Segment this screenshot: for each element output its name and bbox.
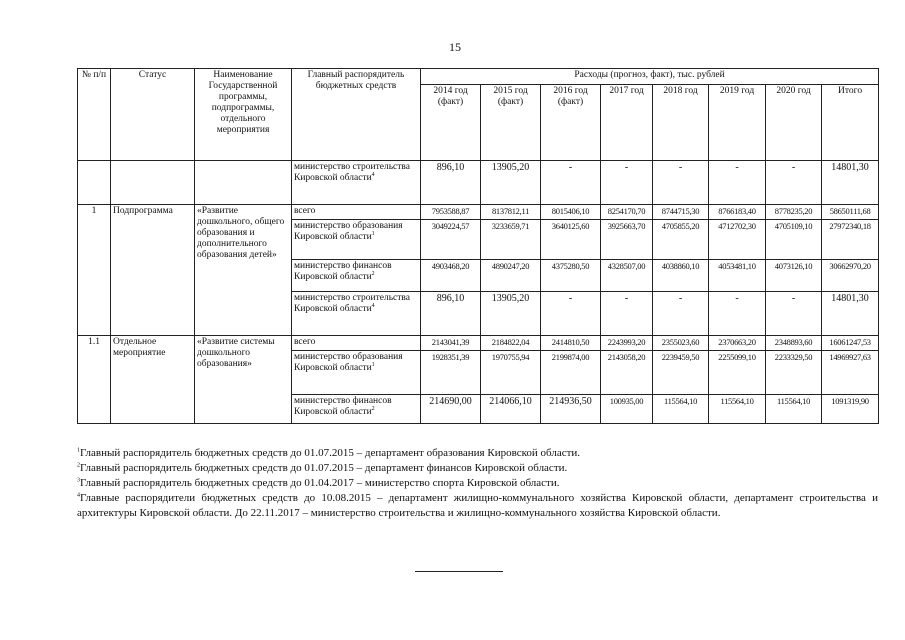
header-distributor: Главный распорядитель бюджетных средств <box>292 69 421 161</box>
cell-value: 2243993,20 <box>601 336 653 351</box>
table-row <box>78 205 879 220</box>
footnote: $^3$Главный распорядитель бюджетных средств до 01.04.2017 – министерство спорта Кировской области. <box>77 477 560 489</box>
cell-status <box>111 161 195 205</box>
cell-value: 8254170,70 <box>601 205 653 220</box>
header-year: 2015 год (факт) <box>481 85 541 161</box>
cell-value: 896,10 <box>421 161 481 205</box>
cell-value: 115564,10 <box>766 395 822 424</box>
cell-value: - <box>653 292 709 336</box>
cell-value: 4705855,20 <box>653 220 709 260</box>
header-year: 2017 год <box>601 85 653 161</box>
cell-value: 4705109,10 <box>766 220 822 260</box>
cell-value: 4712702,30 <box>709 220 766 260</box>
cell-name: «Развитие системы дошкольного образования» <box>195 336 292 424</box>
cell-distributor: министерство образования Кировской области$^1$ <box>292 220 421 260</box>
cell-num: 1 <box>78 205 111 336</box>
footnote: $^1$Главный распорядитель бюджетных средств до 01.07.2015 – департамент образования Кировской области. <box>77 447 581 459</box>
cell-value: 8766183,40 <box>709 205 766 220</box>
cell-value: 14969927,63 <box>822 351 879 395</box>
header-year: 2014 год (факт) <box>421 85 481 161</box>
cell-value: 214690,00 <box>421 395 481 424</box>
header-num: № п/п <box>78 69 111 161</box>
cell-value: 27972340,18 <box>822 220 879 260</box>
cell-value: 100935,00 <box>601 395 653 424</box>
cell-value: 2233329,50 <box>766 351 822 395</box>
cell-distributor: министерство финансов Кировской области$^2$ <box>292 260 421 292</box>
cell-value: - <box>709 292 766 336</box>
cell-value: 1970755,94 <box>481 351 541 395</box>
cell-value: 4038860,10 <box>653 260 709 292</box>
cell-value: - <box>541 292 601 336</box>
header-total: Итого <box>822 85 879 161</box>
cell-value: - <box>601 161 653 205</box>
header-year: 2019 год <box>709 85 766 161</box>
cell-name <box>195 161 292 205</box>
cell-value: 30662970,20 <box>822 260 879 292</box>
cell-distributor: министерство строительства Кировской области$^4$ <box>292 292 421 336</box>
cell-value: - <box>601 292 653 336</box>
footnote: $^2$Главный распорядитель бюджетных средств до 01.07.2015 – департамент финансов Кировской области. <box>77 462 568 474</box>
budget-table <box>77 68 879 424</box>
cell-value: 4073126,10 <box>766 260 822 292</box>
cell-value: 4903468,20 <box>421 260 481 292</box>
cell-value: 3925663,70 <box>601 220 653 260</box>
cell-value: 2199874,00 <box>541 351 601 395</box>
header-year: 2020 год <box>766 85 822 161</box>
cell-value: 115564,10 <box>709 395 766 424</box>
cell-value: 214066,10 <box>481 395 541 424</box>
cell-value: 2143041,39 <box>421 336 481 351</box>
cell-value: 2255099,10 <box>709 351 766 395</box>
cell-value: 896,10 <box>421 292 481 336</box>
cell-num <box>78 161 111 205</box>
cell-value: 1091319,90 <box>822 395 879 424</box>
cell-status: Подпрограмма <box>111 205 195 336</box>
divider <box>415 571 503 572</box>
cell-value: 8744715,30 <box>653 205 709 220</box>
cell-value: 2184822,04 <box>481 336 541 351</box>
cell-distributor: министерство финансов Кировской области$^2$ <box>292 395 421 424</box>
header-year: 2018 год <box>653 85 709 161</box>
cell-status: Отдельное мероприятие <box>111 336 195 424</box>
cell-value: 115564,10 <box>653 395 709 424</box>
cell-value: - <box>541 161 601 205</box>
header-status: Статус <box>111 69 195 161</box>
cell-value: 13905,20 <box>481 161 541 205</box>
header-name: Наименование Государственной программы, подпрограммы, отдельного мероприятия <box>195 69 292 161</box>
table-row <box>78 336 879 351</box>
cell-distributor: министерство образования Кировской области$^1$ <box>292 351 421 395</box>
cell-value: 2348893,60 <box>766 336 822 351</box>
table-row <box>78 161 879 205</box>
cell-value: 4328507,00 <box>601 260 653 292</box>
cell-value: 1928351,39 <box>421 351 481 395</box>
cell-value: 3640125,60 <box>541 220 601 260</box>
cell-distributor: всего <box>292 336 421 351</box>
page-number: 15 <box>449 40 461 54</box>
cell-num: 1.1 <box>78 336 111 424</box>
cell-value: 16061247,53 <box>822 336 879 351</box>
cell-value: 13905,20 <box>481 292 541 336</box>
cell-value: 8137812,11 <box>481 205 541 220</box>
cell-value: 2370663,20 <box>709 336 766 351</box>
footnotes <box>77 446 878 521</box>
cell-value: 4053481,10 <box>709 260 766 292</box>
cell-value: 214936,50 <box>541 395 601 424</box>
header-expenses: Расходы (прогноз, факт), тыс. рублей <box>421 69 879 85</box>
cell-value: - <box>709 161 766 205</box>
cell-value: 14801,30 <box>822 161 879 205</box>
cell-distributor: министерство строительства Кировской области$^4$ <box>292 161 421 205</box>
cell-value: - <box>766 161 822 205</box>
cell-value: 7953588,87 <box>421 205 481 220</box>
cell-value: 8015406,10 <box>541 205 601 220</box>
cell-value: 8778235,20 <box>766 205 822 220</box>
cell-value: 58650111,68 <box>822 205 879 220</box>
cell-value: 4375280,50 <box>541 260 601 292</box>
cell-value: 2414810,50 <box>541 336 601 351</box>
cell-value: 4890247,20 <box>481 260 541 292</box>
cell-distributor: всего <box>292 205 421 220</box>
cell-value: 2143058,20 <box>601 351 653 395</box>
cell-value: - <box>653 161 709 205</box>
cell-value: 2355023,60 <box>653 336 709 351</box>
cell-value: 14801,30 <box>822 292 879 336</box>
footnote: $^4$Главные распорядители бюджетных средств до 10.08.2015 – департамент жилищно-коммунального хозяйства Кировской области, департамент строительства и архитектуры Кировской области. До 22.11.2017 – министерство строительства и жилищно-коммунального хозяйства Кировской области. <box>77 492 878 519</box>
cell-value: 3049224,57 <box>421 220 481 260</box>
cell-name: «Развитие дошкольного, общего образования и дополнительного образования детей» <box>195 205 292 336</box>
cell-value: - <box>766 292 822 336</box>
cell-value: 3233659,71 <box>481 220 541 260</box>
header-year: 2016 год (факт) <box>541 85 601 161</box>
cell-value: 2239459,50 <box>653 351 709 395</box>
